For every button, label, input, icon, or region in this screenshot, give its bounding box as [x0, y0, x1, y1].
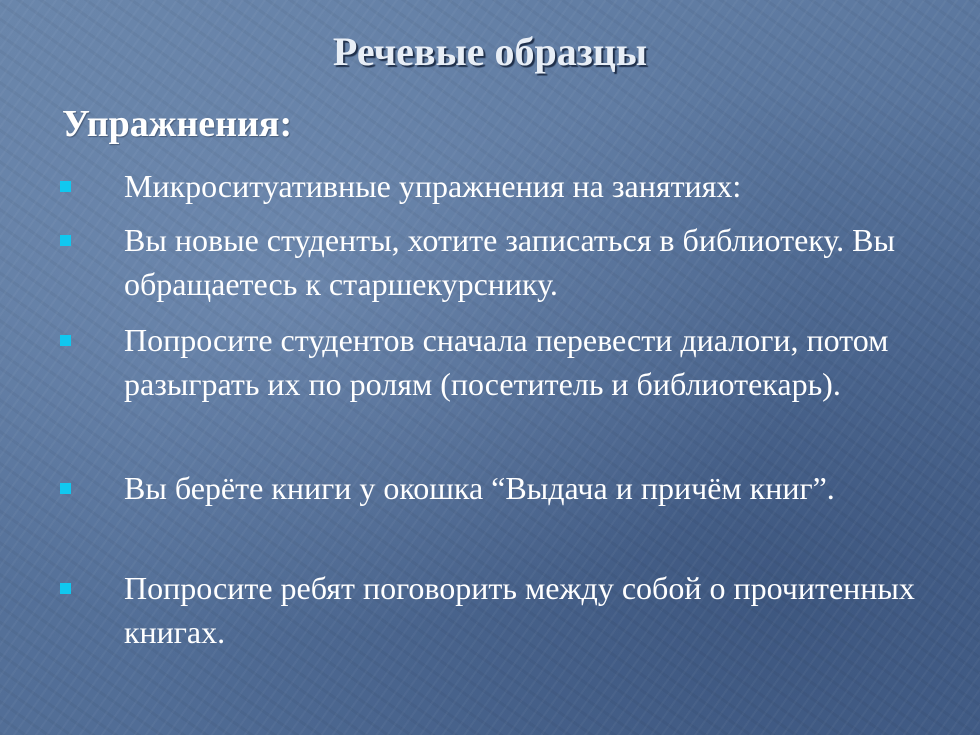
list-item-text: Попросите ребят поговорить между собой о прочитенных книгах.: [124, 570, 915, 650]
square-bullet-icon: [60, 483, 71, 494]
list-item-text: Вы берёте книги у окошка “Выдача и причём книг”.: [124, 470, 835, 506]
square-bullet-icon: [60, 335, 71, 346]
square-bullet-icon: [60, 583, 71, 594]
list-item-text: Вы новые студенты, хотите записаться в библиотеку. Вы обращаетесь к старшекурснику.: [124, 222, 896, 302]
section-heading: Упражнения:: [62, 103, 293, 145]
square-bullet-icon: [60, 235, 71, 246]
square-bullet-icon: [60, 181, 71, 192]
list-item-text: Попросите студентов сначала перевести диалоги, потом разыграть их по ролям (посетитель и библиотекарь).: [124, 322, 889, 402]
list-item-text: Микроситуативные упражнения на занятиях:: [124, 168, 742, 204]
slide-title: Речевые образцы: [332, 29, 648, 74]
